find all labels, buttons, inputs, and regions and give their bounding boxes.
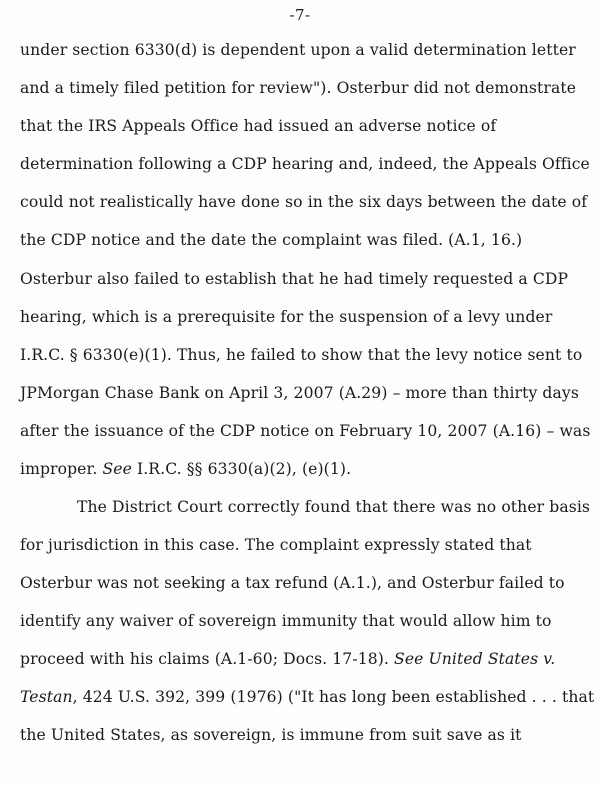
line-text: The District Court correctly found that there was no other basis bbox=[77, 498, 591, 516]
line-text: Osterbur also failed to establish that he had timely requested a CDP bbox=[20, 270, 569, 288]
text-line bbox=[20, 535, 532, 555]
text-line bbox=[20, 116, 496, 136]
text-line bbox=[20, 383, 579, 403]
line-text: I.R.C. §§ 6330(a)(2), (e)(1). bbox=[131, 460, 352, 478]
text-line bbox=[20, 192, 587, 212]
text-line bbox=[20, 78, 576, 98]
text-line bbox=[20, 459, 351, 479]
line-text: JPMorgan Chase Bank on April 3, 2007 (A.29) – more than thirty days bbox=[20, 384, 579, 402]
line-text: the United States, as sovereign, is immune from suit save as it bbox=[20, 726, 522, 744]
line-text: hearing, which is a prerequisite for the suspension of a levy under bbox=[20, 308, 553, 326]
text-line bbox=[20, 345, 582, 365]
line-text: proceed with his claims (A.1-60; Docs. 17-18). bbox=[20, 650, 395, 668]
text-line bbox=[20, 230, 522, 250]
line-text: I.R.C. § 6330(e)(1). Thus, he failed to show that the levy notice sent to bbox=[20, 346, 583, 364]
text-line bbox=[20, 269, 568, 289]
citation-signal: See bbox=[102, 460, 132, 478]
line-text: that the IRS Appeals Office had issued an adverse notice of bbox=[20, 117, 497, 135]
text-line bbox=[20, 687, 594, 707]
text-line bbox=[20, 154, 590, 174]
line-text: , 424 U.S. 392, 399 (1976) ("It has long been established . . . that bbox=[72, 688, 595, 706]
paragraph-first-line bbox=[77, 497, 590, 517]
line-text: the CDP notice and the date the complaint was filed. (A.1, 16.) bbox=[20, 231, 523, 249]
text-line bbox=[20, 421, 590, 441]
text-line bbox=[20, 611, 552, 631]
line-text: improper. bbox=[20, 460, 103, 478]
page-number: -7- bbox=[289, 6, 311, 24]
line-text: determination following a CDP hearing and, indeed, the Appeals Office bbox=[20, 155, 590, 173]
line-text: could not realistically have done so in the six days between the date of bbox=[20, 193, 588, 211]
line-text: for jurisdiction in this case. The complaint expressly stated that bbox=[20, 536, 532, 554]
text-line bbox=[20, 307, 552, 327]
text-line bbox=[20, 649, 555, 669]
line-text: and a timely filed petition for review"). Osterbur did not demonstrate bbox=[20, 79, 577, 97]
line-text: identify any waiver of sovereign immunity that would allow him to bbox=[20, 612, 552, 630]
line-text: under section 6330(d) is dependent upon a valid determination letter bbox=[20, 41, 576, 59]
line-text: Osterbur was not seeking a tax refund (A.1.), and Osterbur failed to bbox=[20, 574, 565, 592]
case-name: Testan bbox=[20, 688, 73, 706]
case-citation: See United States v. bbox=[394, 650, 556, 668]
text-line bbox=[20, 725, 522, 745]
text-line bbox=[20, 40, 576, 60]
text-line bbox=[20, 573, 565, 593]
line-text: after the issuance of the CDP notice on February 10, 2007 (A.16) – was bbox=[20, 422, 591, 440]
